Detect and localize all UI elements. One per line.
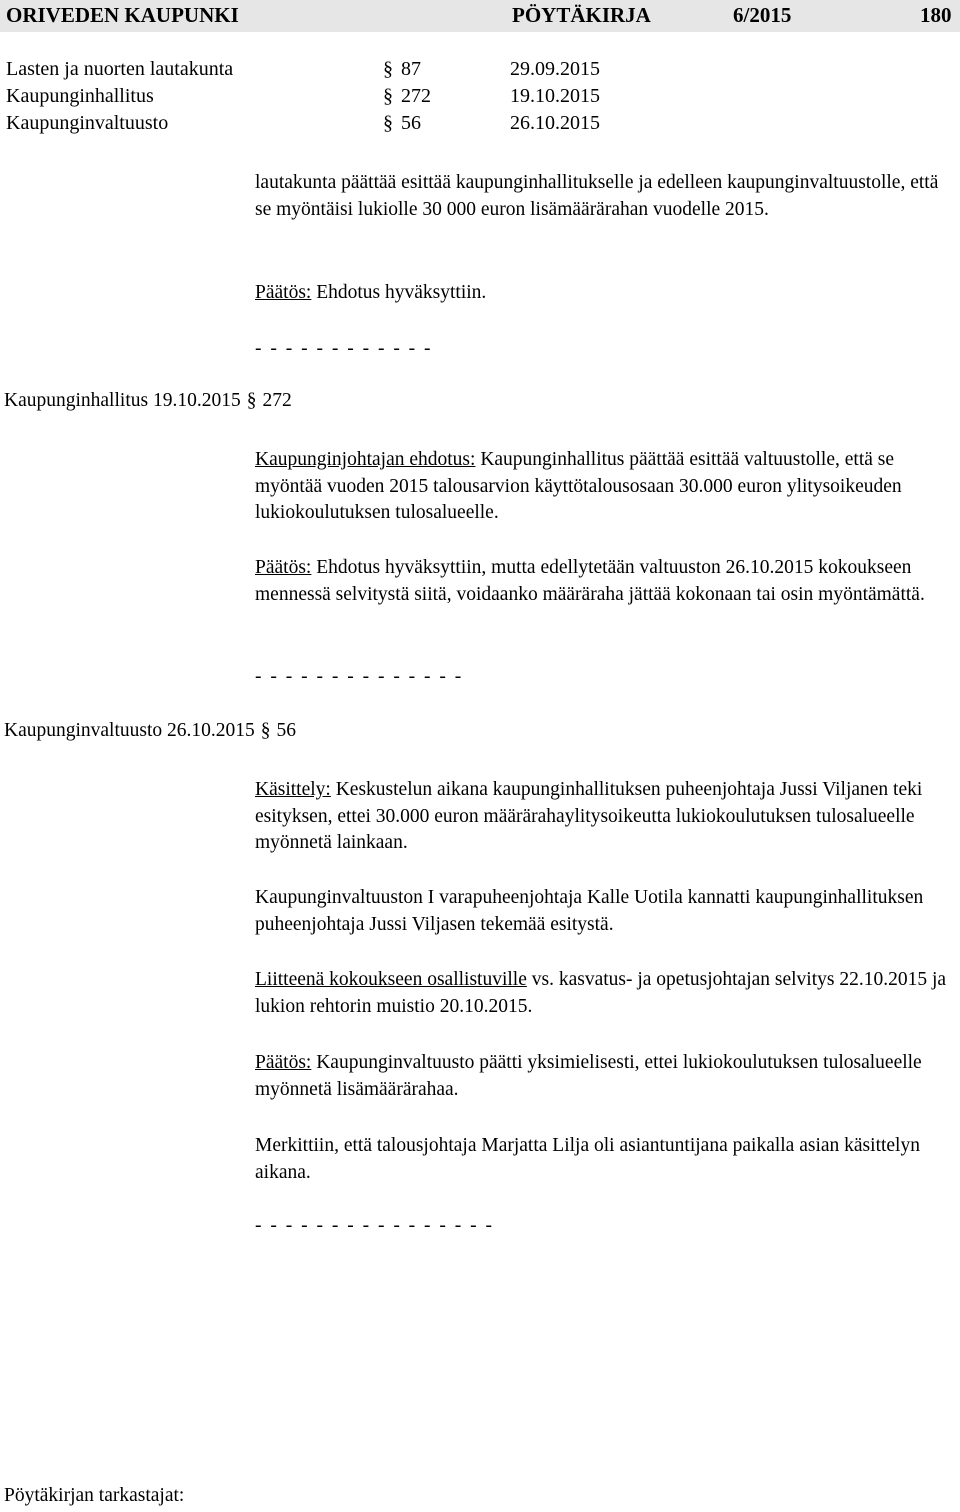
proposal-text: Kaupunginhallitus päättää esittää valtuustolle, että se myöntää vuoden 2015 talousarvion käyttötalousosaan 30.000 euron ylitysoikeuden lukiokoulutuksen tulosalueelle. <box>255 449 902 523</box>
kv-note <box>255 1133 955 1186</box>
section-label-number: 56 <box>276 720 297 741</box>
separator: - - - - - - - - - - - - <box>255 338 433 359</box>
organization-name: ORIVEDEN KAUPUNKI <box>6 3 239 27</box>
handling-label: Käsittely: <box>255 779 331 800</box>
meta-date: 19.10.2015 <box>510 85 600 107</box>
decision-text: Ehdotus hyväksyttiin. <box>311 282 487 303</box>
page-number: 180 <box>920 3 952 27</box>
section-label-kv <box>4 720 296 742</box>
meta-body: Lasten ja nuorten lautakunta <box>6 58 234 80</box>
board-decision <box>255 280 955 307</box>
decision-text: Ehdotus hyväksyttiin, mutta edellytetään valtuuston 26.10.2015 kokoukseen mennessä selvitystä siitä, voidaanko määräraha jättää kokonaan tai osin myöntämättä. <box>255 557 925 605</box>
attachment-text: vs. kasvatus- ja opetusjohtajan selvitys 22.10.2015 ja lukion rehtorin muistio 20.10.2015. <box>255 969 947 1017</box>
attachment-label: Liitteenä kokoukseen osallistuville <box>255 969 527 990</box>
meta-section: 56 <box>401 112 421 134</box>
section-sign: § <box>260 720 271 741</box>
meta-body: Kaupunginvaltuusto <box>6 112 169 134</box>
board-proposal-text: lautakunta päättää esittää kaupunginhallitukselle ja edelleen kaupunginvaltuustolle, että se myöntäisi lukiolle 30 000 euron lisämäärärahan vuodelle 2015. <box>255 172 939 220</box>
kv-handling <box>255 777 955 857</box>
handling-text: Keskustelun aikana kaupunginhallituksen puheenjohtaja Jussi Viljanen teki esityksen, ettei 30.000 euron määrärahaylitysoikeutta lukiokoulutuksen tulosalueelle myönnetä lainkaan. <box>255 779 923 853</box>
section-label-kh <box>4 390 292 412</box>
section-sign: § <box>246 390 257 411</box>
decision-label: Päätös: <box>255 557 312 578</box>
note-text: Merkittiin, että talousjohtaja Marjatta Lilja oli asiantuntijana paikalla asian käsittelyn aikana. <box>255 1135 920 1183</box>
kv-attachment <box>255 967 955 1020</box>
footer-reviewers: Pöytäkirjan tarkastajat: <box>4 1485 185 1506</box>
decision-label: Päätös: <box>255 1052 312 1073</box>
proposal-label: Kaupunginjohtajan ehdotus: <box>255 449 476 470</box>
meta-body: Kaupunginhallitus <box>6 85 154 107</box>
separator: - - - - - - - - - - - - - - <box>255 666 464 687</box>
support-text: Kaupunginvaltuuston I varapuheenjohtaja Kalle Uotila kannatti kaupunginhallituksen puheenjohtaja Jussi Viljasen tekemää esitystä. <box>255 887 924 935</box>
section-sign: § <box>383 112 393 134</box>
meta-section: 272 <box>401 85 431 107</box>
issue-number: 6/2015 <box>733 3 792 27</box>
kh-decision <box>255 555 955 608</box>
separator: - - - - - - - - - - - - - - - - <box>255 1215 495 1236</box>
section-sign: § <box>383 58 393 80</box>
kh-proposal <box>255 447 955 527</box>
section-label-number: 272 <box>262 390 292 411</box>
kv-support <box>255 885 955 938</box>
document-header <box>0 0 960 32</box>
meta-date: 26.10.2015 <box>510 112 600 134</box>
meta-section: 87 <box>401 58 421 80</box>
document-type: PÖYTÄKIRJA <box>512 3 651 27</box>
meta-date: 29.09.2015 <box>510 58 600 80</box>
decision-label: Päätös: <box>255 282 312 303</box>
decision-text: Kaupunginvaltuusto päätti yksimielisesti, ettei lukiokoulutuksen tulosalueelle myönnetä lisämäärärahaa. <box>255 1052 922 1100</box>
section-label-body: Kaupunginvaltuusto 26.10.2015 <box>4 720 255 741</box>
section-sign: § <box>383 85 393 107</box>
board-proposal <box>255 170 955 223</box>
section-label-body: Kaupunginhallitus 19.10.2015 <box>4 390 241 411</box>
kv-decision <box>255 1050 955 1103</box>
